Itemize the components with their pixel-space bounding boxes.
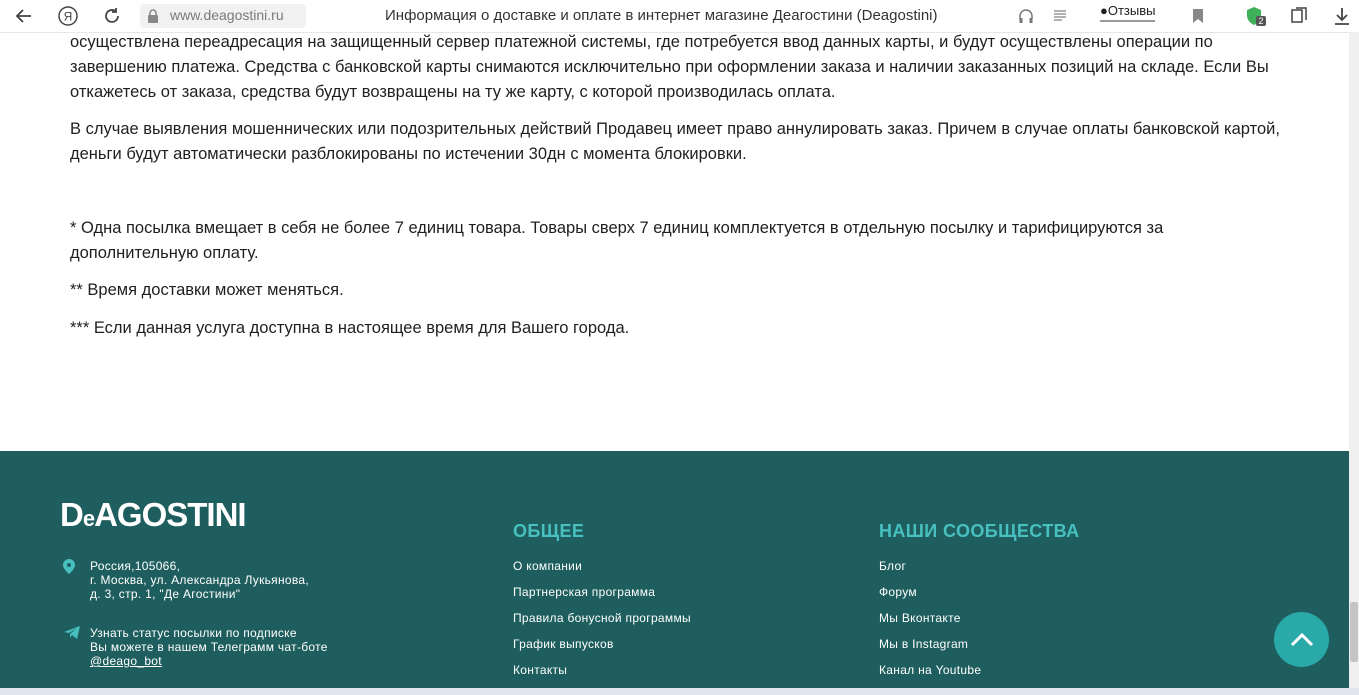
shield-icon[interactable] xyxy=(1244,4,1268,28)
browser-toolbar xyxy=(0,0,1359,33)
download-icon[interactable] xyxy=(1330,4,1354,28)
telegram-info: Узнать статус посылки по подписке Вы можете в нашем Телеграмм чат-боте @deago_bot xyxy=(90,626,328,668)
link-bonus-rules[interactable]: Правила бонусной программы xyxy=(513,611,691,625)
fraud-paragraph: В случае выявления мошеннических или подозрительных действий Продавец имеет право аннулировать заказ. Причем в случае оплаты банковской картой, деньги будут автоматически разблокированы по истечении 30дн с момента блокировки. xyxy=(70,120,1280,163)
link-blog[interactable]: Блог xyxy=(879,559,907,573)
arrow-up-icon xyxy=(1290,633,1314,647)
general-heading: ОБЩЕЕ xyxy=(513,521,585,541)
link-forum[interactable]: Форум xyxy=(879,585,917,599)
yandex-letter: Я xyxy=(63,9,73,24)
page-title: Информация о доставке и оплате в интернет магазине Деагостини (Deagostini) xyxy=(385,7,938,24)
note-parcel-limit: * Одна посылка вмещает в себя не более 7 единиц товара. Товары сверх 7 единиц комплектуется в отдельную посылку и тарифицируются за дополнительную оплату. xyxy=(70,219,1164,262)
telegram-icon xyxy=(64,626,80,644)
company-address: Россия,105066, г. Москва, ул. Александра Лукьянова, д. 3, стр. 1, "Де Агостини" xyxy=(90,559,310,601)
telegram-bot-link[interactable]: @deago_bot xyxy=(90,654,162,668)
link-contacts[interactable]: Контакты xyxy=(513,663,568,677)
link-instagram[interactable]: Мы в Instagram xyxy=(879,637,969,651)
reviews-button[interactable]: ●Отзывы xyxy=(1100,3,1155,22)
site-footer xyxy=(0,451,1349,695)
link-vkontakte[interactable]: Мы Вконтакте xyxy=(879,611,961,625)
note-service-availability: *** Если данная услуга доступна в настоящее время для Вашего города. xyxy=(70,319,630,337)
reload-icon[interactable] xyxy=(100,4,124,28)
general-links xyxy=(513,558,691,688)
bookmark-icon[interactable] xyxy=(1186,4,1210,28)
collections-icon[interactable] xyxy=(1287,4,1311,28)
community-links xyxy=(879,558,981,688)
community-heading: НАШИ СООБЩЕСТВА xyxy=(879,521,1080,541)
link-youtube[interactable]: Канал на Youtube xyxy=(879,663,982,677)
yandex-icon[interactable] xyxy=(56,4,80,28)
reader-icon[interactable] xyxy=(1048,4,1072,28)
scroll-to-top-button[interactable] xyxy=(1274,612,1329,667)
location-pin-icon xyxy=(63,559,75,579)
link-about[interactable]: О компании xyxy=(513,559,583,573)
url-text[interactable]: www.deagostini.ru xyxy=(170,7,284,23)
back-arrow-icon[interactable] xyxy=(12,4,36,28)
headphones-icon[interactable] xyxy=(1014,4,1038,28)
payment-paragraph: осуществлена переадресация на защищенный сервер платежной системы, где потребуется ввод данных карты, и будут осуществлены операции по завершению платежа. Средства с банковской карты снимаются исключительно при оформлении заказа и наличии заказанных позиций на складе. Если Вы откажетесь от заказа, средства будут возвращены на ту же карту, с которой производилась оплата. xyxy=(70,33,1269,101)
tab-count: 2 xyxy=(1258,16,1264,26)
link-partner-program[interactable]: Партнерская программа xyxy=(513,585,656,599)
note-delivery-time: ** Время доставки может меняться. xyxy=(70,281,344,299)
scrollbar-thumb[interactable] xyxy=(1350,602,1358,662)
comment-icon: ● xyxy=(1100,3,1108,18)
page-scrollbar[interactable] xyxy=(1349,32,1359,695)
lock-icon[interactable] xyxy=(141,4,165,28)
link-release-schedule[interactable]: График выпусков xyxy=(513,637,614,651)
os-taskbar xyxy=(0,688,1359,695)
deagostini-logo[interactable]: DeAGOSTINI xyxy=(60,496,246,533)
